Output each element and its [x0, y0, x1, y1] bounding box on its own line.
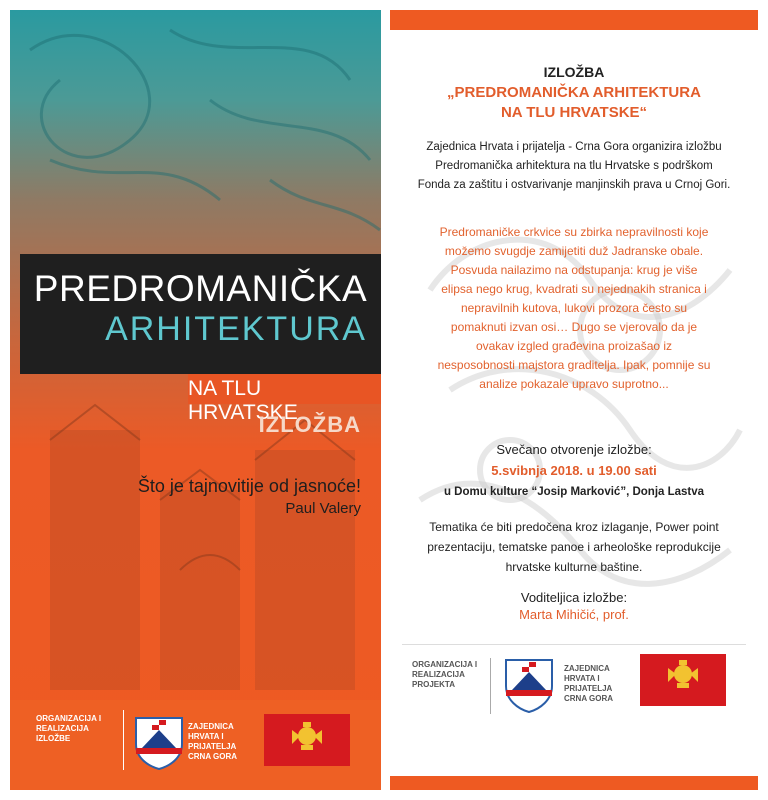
host-name: Marta Mihičić, prof.	[519, 607, 629, 622]
cover-footer	[10, 700, 381, 790]
description-paragraph	[400, 223, 748, 394]
themes-line: hrvatske kulturne baštine.	[505, 560, 643, 574]
inner-community-name	[564, 664, 613, 704]
inner-title-line1: „PREDROMANIČKA ARHITEKTURA	[447, 84, 701, 101]
cover-exhibition-label: IZLOŽBA	[258, 412, 361, 437]
description-line: Posvuda nailazimo na odstupanja: krug je više	[450, 263, 698, 277]
intro-line: Predromanička arhitektura na tlu Hrvatske s podrškom	[435, 160, 713, 172]
divider	[490, 658, 491, 714]
inner-panel	[390, 10, 758, 790]
cover-quote-author: Paul Valery	[285, 500, 361, 517]
cover-panel	[10, 10, 381, 790]
subtitle-band	[188, 374, 381, 424]
intro-line: Zajednica Hrvata i prijatelja - Crna Gora organizira izložbu	[426, 141, 722, 153]
bottom-stripe	[390, 776, 758, 790]
opening-location: u Domu kulture “Josip Marković”, Donja Lastva	[443, 486, 705, 498]
opening-date: 5.svibnja 2018. u 19.00 sati	[491, 463, 657, 478]
inner-organization-label: ORGANIZACIJA I REALIZACIJA PROJEKTA	[412, 660, 478, 689]
description-line: nepravilnih kutova, lukovi prozora često su	[460, 301, 688, 315]
community-name-line: PRIJATELJA	[564, 684, 613, 693]
inner-heading: IZLOŽBA	[543, 64, 605, 80]
description-line: Predromaničke crkvice su zbirka nepravilnosti koje	[439, 225, 709, 239]
intro-line: Fonda za zaštitu i ostvarivanje manjinskih prava u Crnoj Gori.	[417, 179, 731, 191]
community-name-line: HRVATA I	[564, 674, 600, 683]
themes-line: prezentaciju, tematske panoe i arheološke reprodukcije	[427, 540, 721, 554]
cover-title-line2: ARHITEKTURA	[105, 310, 367, 348]
footer-divider	[402, 644, 746, 645]
cover-title-line1: PREDROMANIČKA	[33, 268, 368, 309]
themes-paragraph	[390, 517, 758, 577]
themes-line: Tematika će biti predočena kroz izlaganje, Power point	[429, 520, 719, 534]
intro-paragraph	[390, 138, 758, 195]
montenegro-flag-icon	[264, 714, 350, 766]
host-label: Voditeljica izložbe:	[520, 590, 628, 605]
inner-title-line2: NA TLU HRVATSKE“	[500, 104, 648, 121]
cover-subtitle: NA TLU HRVATSKE	[188, 377, 298, 424]
community-name-line: ZAJEDNICA	[188, 722, 234, 731]
community-name-line: HRVATA I	[188, 732, 224, 741]
cover-quote: Što je tajnovitije od jasnoće!	[137, 476, 361, 496]
opening-label: Svečano otvorenje izložbe:	[496, 442, 652, 457]
community-logo-icon	[132, 710, 186, 770]
eagle-emblem-icon	[640, 654, 726, 706]
community-name-line: ZAJEDNICA	[564, 664, 610, 673]
description-line: pomaknuti izvan osi… Dugo se vjerovalo da je	[450, 320, 698, 334]
description-line: ovakav izgled građevina proizašao iz	[475, 339, 673, 353]
eagle-emblem-icon	[264, 714, 350, 766]
description-line: analize pokazale upravo suprotno...	[479, 377, 669, 391]
top-stripe	[390, 10, 758, 30]
cover-community-name	[188, 722, 237, 762]
description-line: možemo svugdje zamijetiti duž Jadranske obale.	[444, 244, 704, 258]
title-box	[20, 254, 381, 374]
description-line: nesposobnosti majstora graditelja. Ipak, pomnije su	[437, 358, 711, 372]
montenegro-flag-icon	[640, 654, 726, 706]
divider	[123, 710, 124, 770]
community-name-line: CRNA GORA	[188, 752, 238, 761]
community-logo-icon	[502, 652, 556, 714]
community-name-line: CRNA GORA	[564, 694, 614, 703]
cover-organization-label: ORGANIZACIJA I REALIZACIJA IZLOŽBE	[36, 714, 102, 743]
description-line: elipsa nego krug, kvadrati su nejednakih stranica i	[441, 282, 707, 296]
community-name-line: PRIJATELJA	[188, 742, 237, 751]
